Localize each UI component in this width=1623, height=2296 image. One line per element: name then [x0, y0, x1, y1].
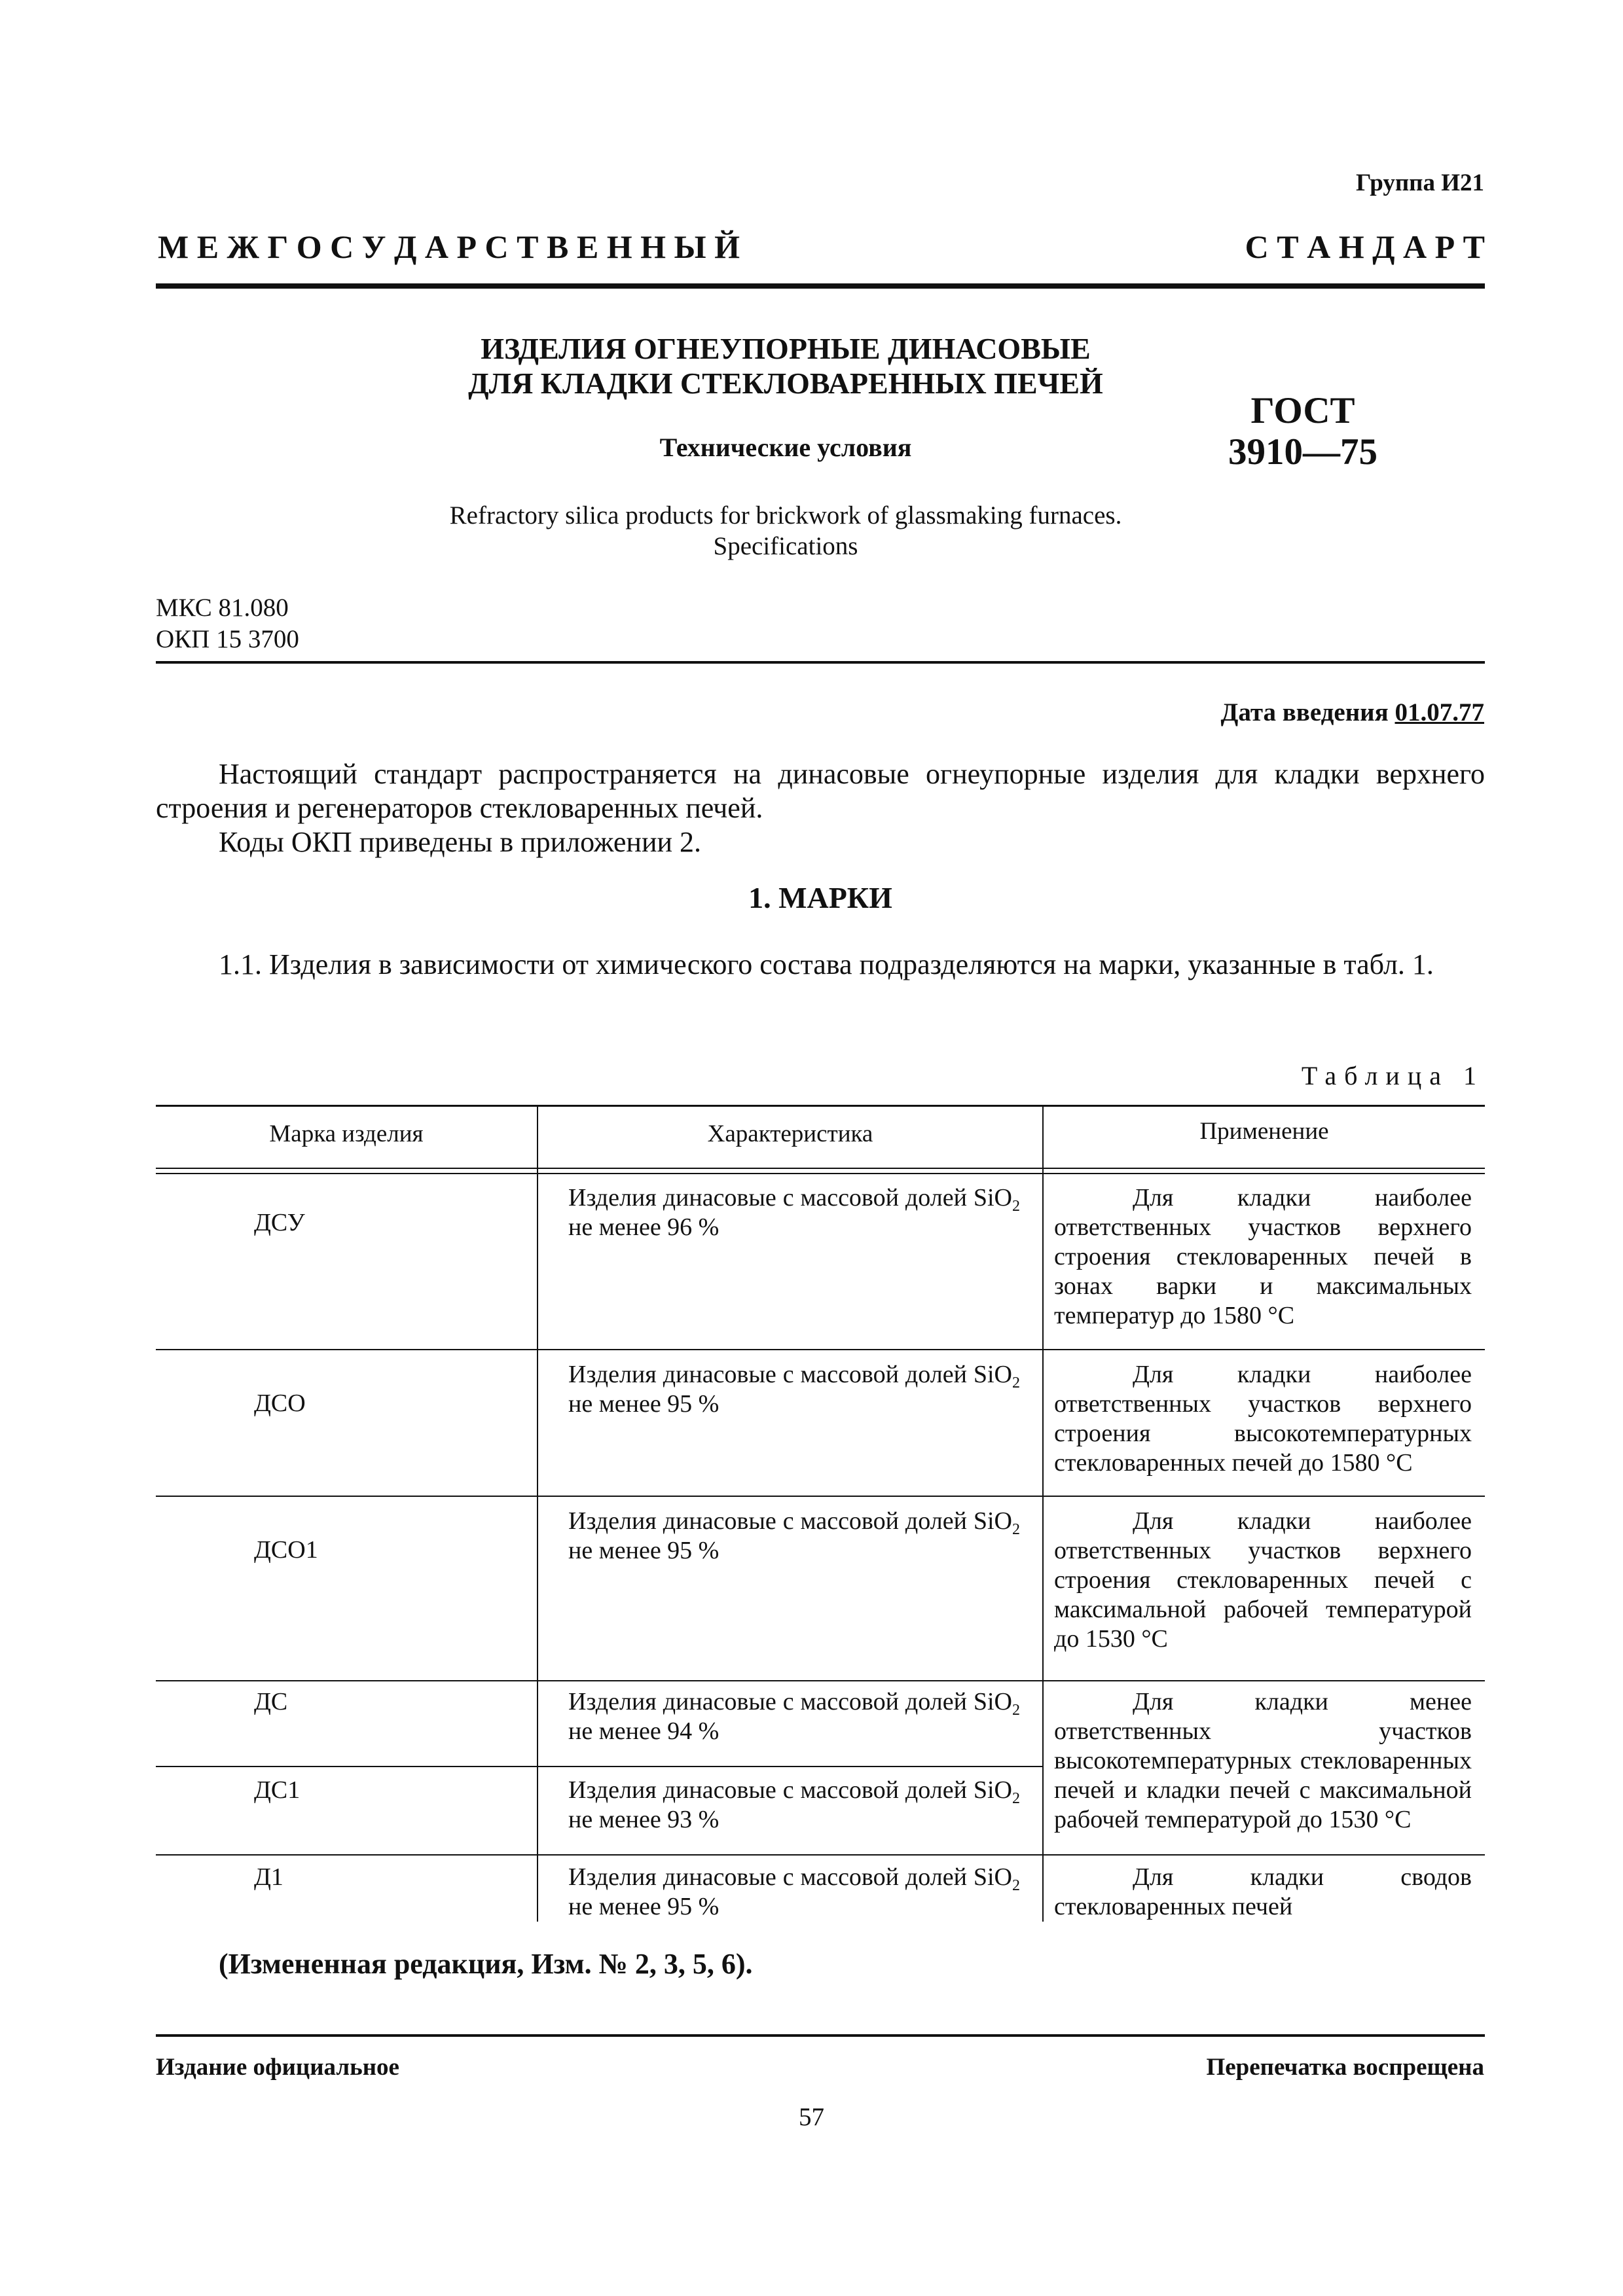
table-label: Таблица 1: [1301, 1061, 1484, 1090]
grade-dsu: ДСУ: [254, 1209, 305, 1236]
characteristic-d1: Изделия динасовые с массовой долей SiO$_2$ не менее 95 %: [568, 1863, 1020, 1920]
okp-code: ОКП 15 3700: [156, 625, 299, 653]
application-d1: Для кладки сводов стекловаренных печей: [1054, 1863, 1472, 1920]
column-header-grade: Марка изделия: [269, 1121, 424, 1147]
header-rule: [156, 283, 1485, 289]
gost-number: 3910—75: [1228, 431, 1377, 473]
characteristic-dso: Изделия динасовые с массовой долей SiO$_2$ не менее 95 %: [568, 1361, 1020, 1418]
application-dso: Для кладки наиболее ответственных участков верхнего строения высокотемпературных стекловаренных печей до 1580 °С: [1054, 1361, 1472, 1477]
header-rule-2: [156, 1173, 1485, 1174]
official-edition: Издание официальное: [156, 2054, 399, 2081]
effective-date: [1221, 698, 1484, 727]
column-divider-2: [1042, 1105, 1044, 1922]
banner-interstate: М Е Ж Г О С У Д А Р С Т В Е Н Н Ы Й: [158, 228, 740, 265]
column-divider-1: [537, 1105, 538, 1922]
group-label: Группа И21: [1356, 170, 1484, 196]
effective-date-value: 01.07.77: [1395, 698, 1484, 726]
grade-dso1: ДСО1: [254, 1536, 318, 1564]
change-note: (Измененная редакция, Изм. № 2, 3, 5, 6).: [219, 1948, 753, 1980]
section-heading: 1. МАРКИ: [748, 881, 892, 914]
effective-date-label: Дата введения: [1220, 698, 1389, 726]
intro: [156, 757, 1485, 859]
reprint-prohibited: Перепечатка воспрещена: [1206, 2054, 1484, 2081]
paragraph-1-1: 1.1. Изделия в зависимости от химического состава подразделяются на марки, указанные в табл. 1.: [219, 948, 1434, 980]
characteristic-dsu: Изделия динасовые с массовой долей SiO$_2$ не менее 96 %: [568, 1184, 1020, 1241]
section-rule: [156, 661, 1485, 664]
header-rule-1: [156, 1168, 1485, 1169]
grades-table: [156, 1105, 1485, 1922]
application-dso1: Для кладки наиболее ответственных участков верхнего строения стекловаренных печей с максимальной рабочей температурой до 1530 °С: [1054, 1507, 1472, 1653]
characteristic-ds1: Изделия динасовые с массовой долей SiO$_2$ не менее 93 %: [568, 1776, 1020, 1833]
gost-label: ГОСТ: [1250, 390, 1355, 431]
gost-designation: [1178, 390, 1427, 473]
classification-codes: [156, 592, 299, 655]
page-number: 57: [799, 2103, 824, 2131]
row-divider: [156, 1349, 1485, 1350]
title-line-1: ИЗДЕЛИЯ ОГНЕУПОРНЫЕ ДИНАСОВЫЕ: [481, 332, 1091, 365]
standard-banner: [158, 228, 1485, 266]
english-title-line-1: Refractory silica products for brickwork of glassmaking furnaces.: [449, 501, 1122, 529]
characteristic-dso1: Изделия динасовые с массовой долей SiO$_2$ не менее 95 %: [568, 1507, 1020, 1564]
mks-code: МКС 81.080: [156, 594, 289, 622]
english-title-line-2: Specifications: [713, 532, 858, 560]
banner-standard: С Т А Н Д А Р Т: [1245, 228, 1485, 265]
row-divider: [156, 1496, 1485, 1497]
characteristic-ds: Изделия динасовые с массовой долей SiO$_2$ не менее 94 %: [568, 1688, 1020, 1745]
grade-ds1: ДС1: [254, 1776, 301, 1804]
grade-ds: ДС: [254, 1688, 288, 1715]
row-divider: [156, 1854, 1485, 1856]
english-title: [242, 500, 1329, 562]
row-divider: [156, 1766, 1043, 1767]
footer-rule: [156, 2034, 1485, 2037]
row-divider: [156, 1680, 1485, 1681]
application-dsu: Для кладки наиболее ответственных участков верхнего строения стекловаренных печей в зонах варки и максимальных температур до 1580 °С: [1054, 1184, 1472, 1329]
grade-dso: ДСО: [254, 1390, 306, 1417]
intro-paragraph-2: Коды ОКП приведены в приложении 2.: [219, 826, 702, 858]
title-line-2: ДЛЯ КЛАДКИ СТЕКЛОВАРЕННЫХ ПЕЧЕЙ: [468, 367, 1103, 400]
grade-d1: Д1: [254, 1863, 283, 1891]
application-ds-ds1: Для кладки менее ответственных участков высокотемпературных стекловаренных печей и кладки печей с максимальной рабочей температурой до 1530 °С: [1054, 1688, 1472, 1833]
column-header-application: Применение: [1199, 1118, 1329, 1145]
column-header-characteristic: Характеристика: [707, 1121, 873, 1147]
intro-paragraph-1: Настоящий стандарт распространяется на динасовые огнеупорные изделия для кладки верхнего строения и регенераторов стекловаренных печей.: [156, 758, 1485, 824]
document-title: [242, 331, 1329, 401]
table-top-border: [156, 1105, 1485, 1107]
subtitle: Технические условия: [659, 433, 912, 462]
